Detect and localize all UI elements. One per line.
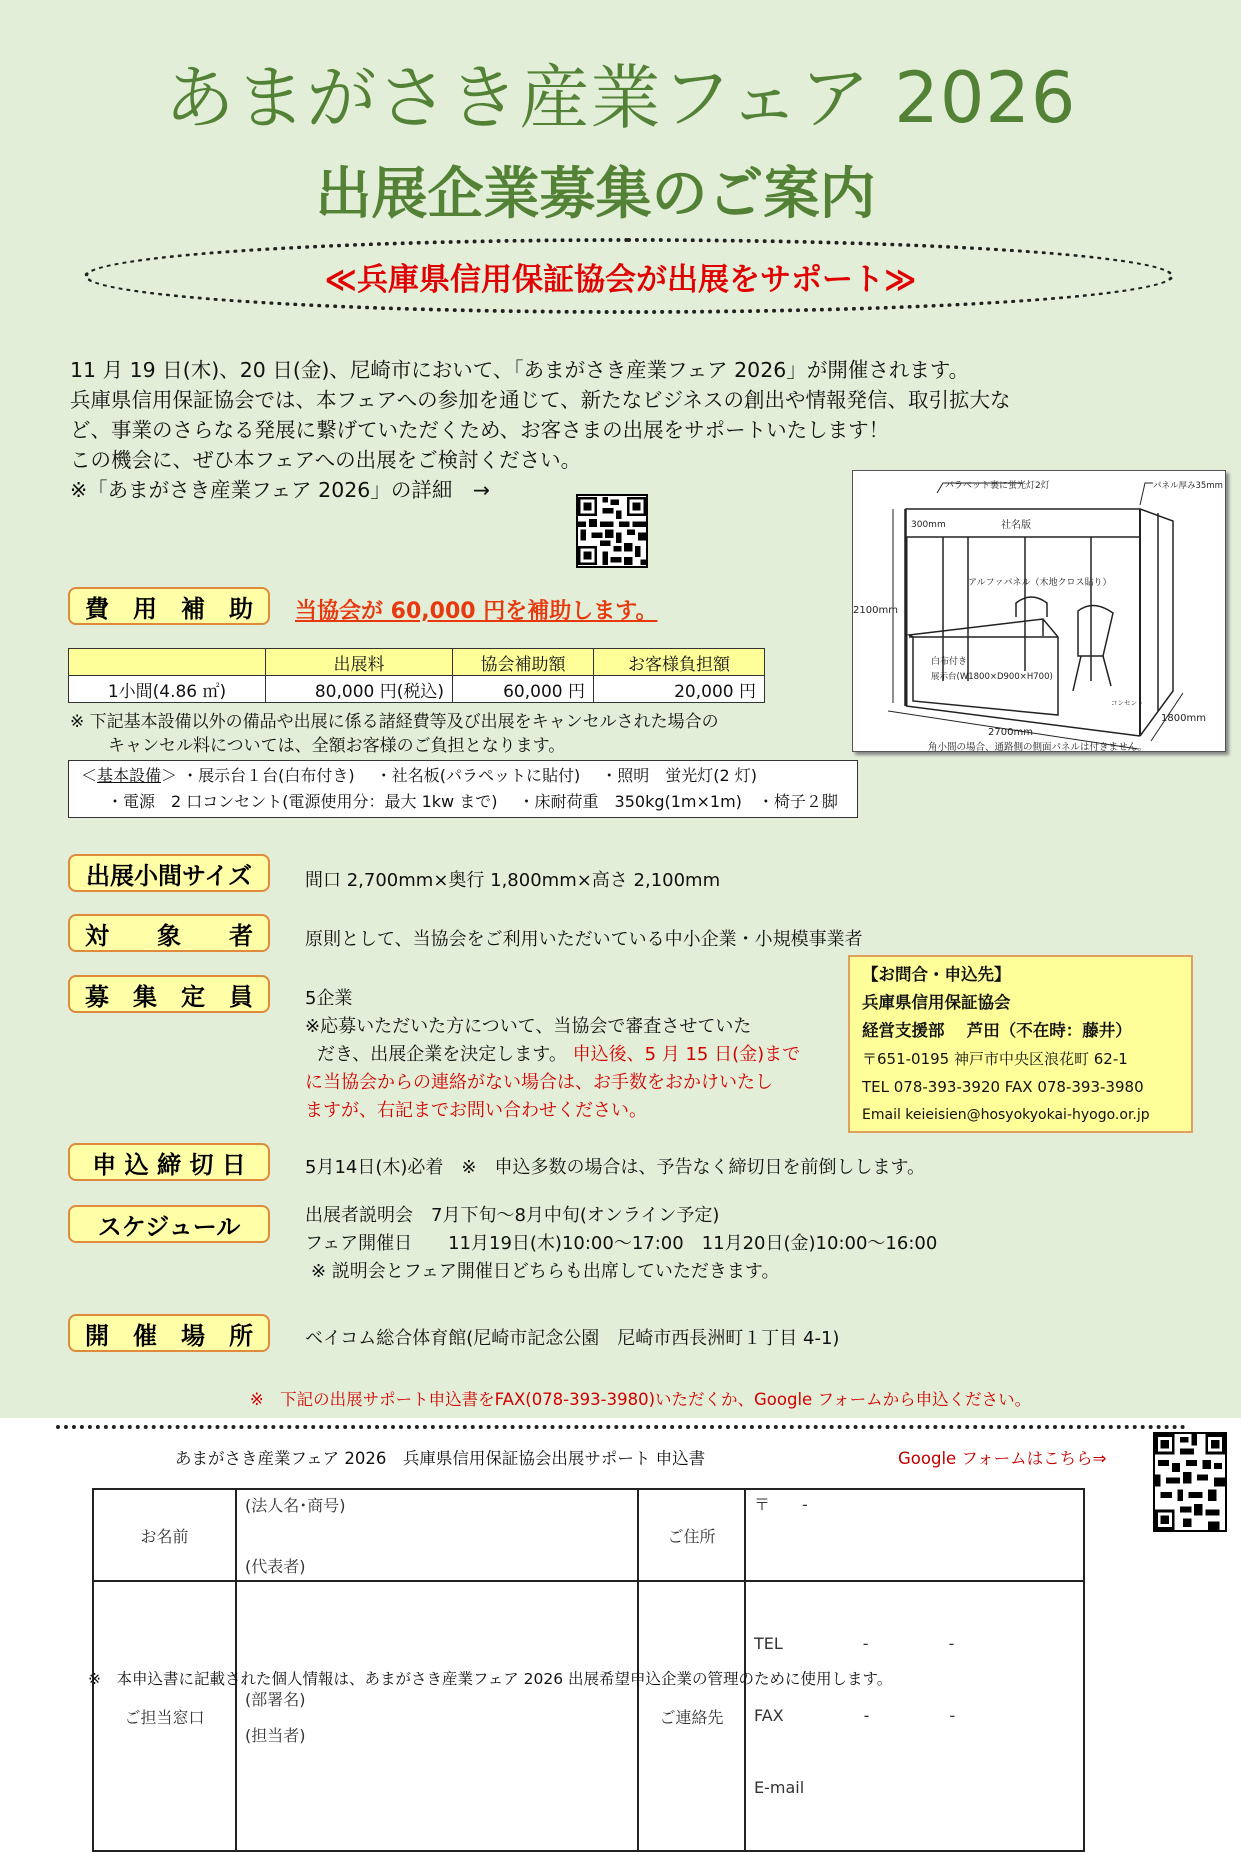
- basic-equipment-box: [68, 760, 858, 818]
- intro-line: ど、事業のさらなる発展に繋げていただくため、お客さまの出展をサポートいたします！: [70, 418, 890, 442]
- fee-header-exhibit: 出展料: [266, 649, 453, 676]
- equipment-items-2: ・電源 2 口コンセント(電源使用分：最大 1kw まで) ・床耐荷重 350kg(1m×1m) ・椅子２脚: [107, 792, 838, 811]
- capacity-label: 募 集 定 員: [68, 975, 270, 1013]
- capacity-note-black: だき、出展企業を決定します。: [317, 1044, 567, 1065]
- venue-label: 開 催 場 所: [68, 1314, 270, 1352]
- contact-address: 〒651-0195 神戸市中央区浪花町 62-1: [862, 1050, 1128, 1068]
- fee-header-customer: お客様負担額: [594, 649, 765, 676]
- fee-table: [68, 648, 765, 703]
- top-height-label: 300mm: [911, 520, 946, 530]
- width-label: 2700mm: [988, 727, 1033, 738]
- venue-text: ベイコム総合体育館(尼崎市記念公園 尼崎市西長洲町１丁目 4-1): [305, 1328, 840, 1349]
- field-hint-person: (担当者): [245, 1725, 306, 1745]
- target-label: 対 象 者: [68, 914, 270, 952]
- capacity-count: 5企業: [305, 988, 353, 1009]
- contact-org: 兵庫県信用保証協会: [862, 993, 1011, 1012]
- fee-note: [70, 710, 719, 758]
- parapet-label: パラペット裏に蛍光灯2灯: [945, 481, 1050, 491]
- contact-phone: TEL 078-393-3920 FAX 078-393-3980: [862, 1078, 1144, 1096]
- height-label: 2100mm: [853, 605, 898, 616]
- schedule-line: ※ 説明会とフェア開催日どちらも出席していただきます。: [311, 1261, 780, 1282]
- details-link-text: ※「あまがさき産業フェア 2026」の詳細 →: [70, 478, 491, 502]
- form-field-address[interactable]: 〒 -: [745, 1489, 1084, 1581]
- fee-note-line: ※ 下記基本設備以外の備品や出展に係る諸経費等及び出展をキャンセルされた場合の: [70, 712, 719, 732]
- fee-cell-exhibit: 80,000 円(税込): [266, 676, 453, 703]
- equipment-heading: 基本設備: [97, 766, 162, 785]
- contact-box: [848, 955, 1193, 1133]
- table-row: [69, 676, 765, 703]
- fee-header-blank: [69, 649, 266, 676]
- intro-line: 兵庫県信用保証協会では、本フェアへの参加を通じて、新たなビジネスの創出や情報発信、取引拡大な: [70, 388, 1011, 412]
- fee-cell-unit: 1小間(4.86 ㎡): [69, 676, 266, 703]
- form-label-address: ご住所: [638, 1489, 745, 1581]
- form-row-contact-person: [93, 1581, 1084, 1851]
- contact-dept: 経営支援部 芦田（不在時：藤井）: [862, 1021, 1132, 1040]
- booth-size-label: 出展小間サイズ: [68, 854, 270, 892]
- outlet-label: コンセント: [1111, 699, 1144, 707]
- qr-code-icon: [578, 496, 646, 566]
- field-hint-email: E-mail: [754, 1778, 805, 1797]
- contact-email[interactable]: Email keieisien@hosyokyokai-hyogo.or.jp: [862, 1107, 1150, 1123]
- target-text: 原則として、当協会をご利用いただいている中小企業・小規模事業者: [305, 929, 863, 950]
- form-field-contact-info[interactable]: [745, 1581, 1084, 1851]
- capacity-note-red: に当協会からの連絡がない場合は、お手数をおかけいたし: [305, 1072, 773, 1093]
- contact-heading: 【お問合・申込先】: [862, 965, 1011, 984]
- fee-note-line: キャンセル料については、全額お客様のご負担となります。: [108, 736, 566, 756]
- table-label-2: 展示台(W1800×D900×H700): [931, 672, 1053, 682]
- apply-instruction: ※ 下記の出展サポート申込書をFAX(078-393-3980)いただくか、Google フォームから申込ください。: [249, 1390, 1032, 1409]
- google-form-qr-code[interactable]: [1153, 1432, 1227, 1532]
- booth-illustration-icon: [853, 471, 1227, 753]
- form-label-contact-info: ご連絡先: [638, 1581, 745, 1851]
- capacity-text: [305, 985, 800, 1125]
- form-label-contact-person: ご担当窓口: [93, 1581, 236, 1851]
- field-hint-company: (法人名･商号): [245, 1496, 346, 1515]
- page-title: あまがさき産業フェア 2026: [164, 57, 1077, 139]
- field-hint-tel: TEL - -: [754, 1634, 955, 1653]
- diagram-caption: 角小間の場合、通路側の側面パネルは付きません。: [928, 742, 1148, 753]
- panel-label: アルファパネル（木地クロス貼り）: [968, 578, 1112, 588]
- equipment-line: ＜基本設備＞ ・展示台１台(白布付き) ・社名板(パラペットに貼付) ・照明 蛍光灯(2 灯): [81, 766, 758, 785]
- support-banner: ≪兵庫県信用保証協会が出展をサポート≫: [324, 262, 917, 298]
- field-hint-department: (部署名): [245, 1689, 306, 1709]
- panel-thickness-label: パネル厚み35mm: [1153, 481, 1223, 491]
- schedule-line: フェア開催日 11月19日(木)10:00～17:00 11月20日(金)10:00～16:00: [305, 1233, 938, 1254]
- form-row-name: [93, 1489, 1084, 1581]
- subsidy-headline: 当協会が 60,000 円を補助します。: [295, 599, 658, 624]
- deadline-text: 5月14日(木)必着 ※ 申込多数の場合は、予告なく締切日を前倒しします。: [305, 1157, 926, 1178]
- qr-code-icon: [1155, 1434, 1225, 1530]
- field-hint-representative: (代表者): [245, 1557, 306, 1576]
- equipment-items-1: ・展示台１台(白布付き) ・社名板(パラペットに貼付) ・照明 蛍光灯(2 灯): [182, 766, 758, 785]
- schedule-line: 出展者説明会 7月下旬～8月中旬(オンライン予定): [305, 1205, 720, 1226]
- capacity-note: ※応募いただいた方について、当協会で審査させていた: [305, 1016, 752, 1037]
- schedule-text: [305, 1202, 937, 1286]
- form-field-contact-person[interactable]: [236, 1581, 638, 1851]
- form-title: あまがさき産業フェア 2026 兵庫県信用保証協会出展サポート 申込書: [175, 1449, 706, 1468]
- depth-label: 1800mm: [1161, 713, 1206, 724]
- fee-cell-customer: 20,000 円: [594, 676, 765, 703]
- field-hint-fax: FAX - -: [754, 1706, 956, 1725]
- capacity-note: [305, 1041, 800, 1069]
- schedule-label: スケジュール: [68, 1205, 270, 1243]
- fee-cell-subsidy: 60,000 円: [453, 676, 594, 703]
- deadline-label: 申 込 締 切 日: [68, 1143, 270, 1181]
- google-form-link[interactable]: Google フォームはこちら⇒: [898, 1449, 1107, 1468]
- booth-diagram: [852, 470, 1226, 752]
- fee-label: 費 用 補 助: [68, 587, 270, 625]
- fee-header-subsidy: 協会補助額: [453, 649, 594, 676]
- intro-line: 11 月 19 日(木)、20 日(金)、尼崎市において、「あまがさき産業フェア 2026」が開催されます。: [70, 358, 970, 382]
- privacy-note: ※ 本申込書に記載された個人情報は、あまがさき産業フェア 2026 出展希望申込企業の管理のために使用します。: [88, 1670, 893, 1688]
- fee-table-header: [69, 649, 765, 676]
- table-label-1: 白布付き: [931, 657, 968, 667]
- fair-details-qr-code[interactable]: [576, 494, 648, 568]
- cut-line: [56, 1425, 1186, 1429]
- nameplate-label: 社名版: [1001, 520, 1031, 531]
- intro-line: この機会に、ぜひ本フェアへの出展をご検討ください。: [70, 448, 582, 472]
- booth-size-text: 間口 2,700mm×奥行 1,800mm×高さ 2,100mm: [305, 870, 721, 891]
- page-subtitle: 出展企業募集のご案内: [315, 162, 876, 227]
- form-label-name: お名前: [93, 1489, 236, 1581]
- capacity-note-red: ますが、右記までお問い合わせください。: [305, 1100, 647, 1121]
- form-field-name[interactable]: [236, 1489, 638, 1581]
- capacity-note-red: 申込後、5 月 15 日(金)まで: [572, 1044, 801, 1065]
